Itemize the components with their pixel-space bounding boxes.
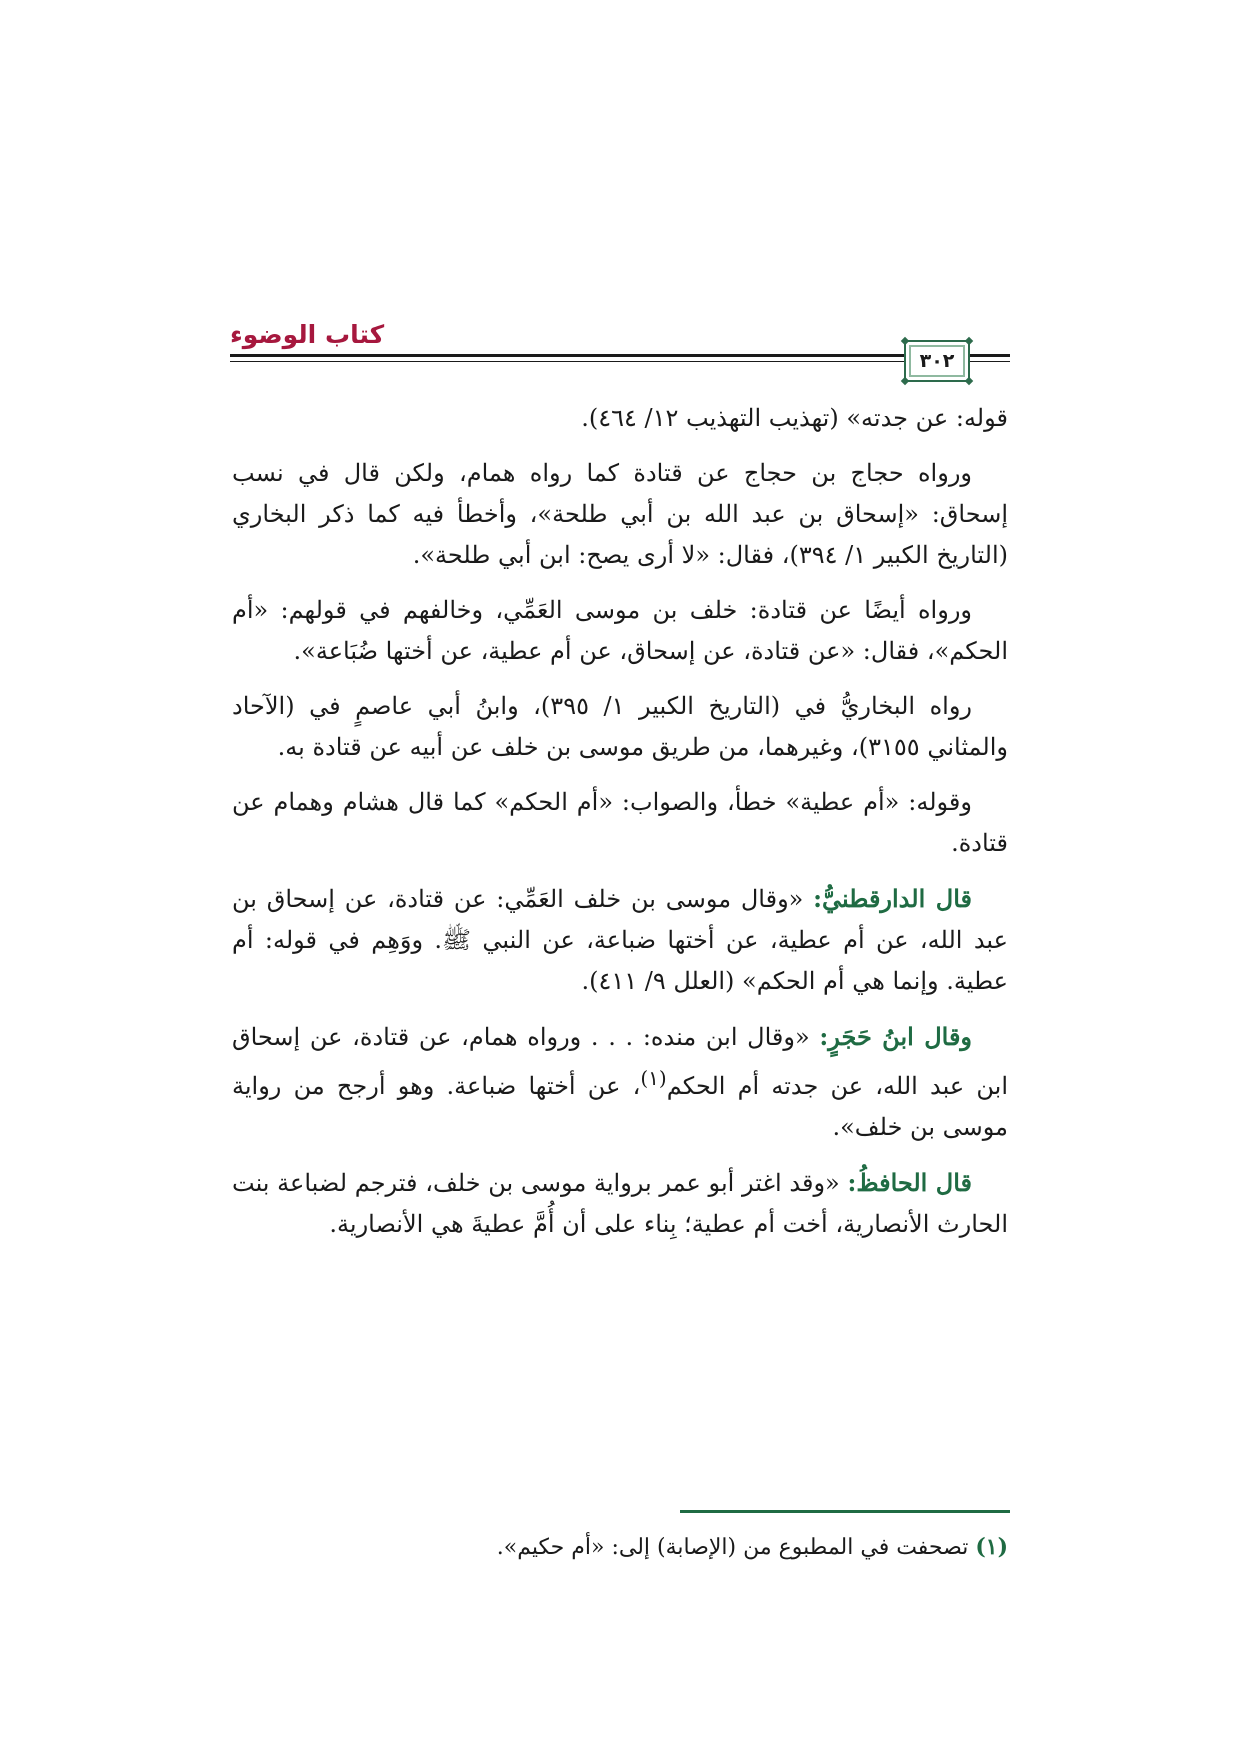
quotation-text: «وقد اغتر أبو عمر برواية موسى بن خلف، فترجم لضباعة بنت الحارث الأنصارية، أخت أم عطية؛ بِناء على أن أُمَّ عطيةَ هي الأنصارية. [232, 1169, 1008, 1238]
quotation-text: ، عن أختها ضباعة. وهو أرجح من رواية موسى بن خلف». [232, 1072, 1008, 1141]
footnote-separator [680, 1510, 1010, 1513]
footnote [232, 1530, 1008, 1565]
header-rule-thin [230, 361, 1010, 362]
main-text [232, 398, 1008, 1259]
book-title: كتاب الوضوء [230, 320, 385, 349]
scholar-name: وقال ابنُ حَجَرٍ: [819, 1022, 973, 1051]
paragraph-text: قوله: عن جدته» (تهذيب التهذيب ١٢/ ٤٦٤). [581, 404, 1008, 432]
footnote-marker: (١) [975, 1534, 1008, 1560]
paragraph [232, 1016, 1008, 1148]
paragraph [232, 453, 1008, 576]
header-rule-thick [230, 354, 1010, 357]
page-header [230, 318, 1010, 382]
scholar-name: قال الدارقطنيُّ: [813, 884, 972, 913]
scholar-name: قال الحافظُ: [847, 1168, 972, 1197]
page-number: ٣٠٢ [919, 350, 955, 372]
paragraph [232, 590, 1008, 672]
paragraph-text: ورواه أيضًا عن قتادة: خلف بن موسى العَمِّي، وخالفهم في قولهم: «أم الحكم»، فقال: «عن قتادة، عن إسحاق، عن أم عطية، عن أختها ضُبَاعة». [232, 596, 1008, 665]
paragraph [232, 1162, 1008, 1245]
quotation-text: «وقال موسى بن خلف العَمِّي: عن قتادة، عن إسحاق بن عبد الله، عن أم عطية، عن أختها ضباعة، عن النبي ﷺ. ووَهِم في قوله: أم عطية. وإنما هي أم الحكم» (العلل ٩/ ٤١١). [232, 885, 1008, 995]
paragraph [232, 878, 1008, 1002]
footnote-text: تصحفت في المطبوع من (الإصابة) إلى: «أم حكيم». [496, 1535, 976, 1560]
paragraph [232, 686, 1008, 768]
paragraph-text: ورواه حجاج بن حجاج عن قتادة كما رواه همام، ولكن قال في نسب إسحاق: «إسحاق بن عبد الله بن أبي طلحة»، وأخطأ فيه كما ذكر البخاري (التاريخ الكبير ١/ ٣٩٤)، فقال: «لا أرى يصح: ابن أبي طلحة». [232, 459, 1008, 569]
paragraph-text: وقوله: «أم عطية» خطأ، والصواب: «أم الحكم» كما قال هشام وهمام عن قتادة. [232, 788, 1008, 857]
paragraph [232, 782, 1008, 864]
page-number-badge [904, 340, 970, 382]
paragraph-text: رواه البخاريُّ في (التاريخ الكبير ١/ ٣٩٥)، وابنُ أبي عاصمٍ في (الآحاد والمثاني ٣١٥٥)، وغيرهما، من طريق موسى بن خلف عن أبيه عن قتادة به. [232, 692, 1008, 761]
quotation-text: «وقال ابن منده: . . . ورواه همام، عن قتادة، عن إسحاق ابن عبد الله، عن جدته أم الحكم [232, 1023, 1009, 1100]
paragraph [232, 398, 1008, 439]
footnote-reference[interactable]: (١) [640, 1066, 667, 1090]
ornament-icon [965, 377, 973, 385]
